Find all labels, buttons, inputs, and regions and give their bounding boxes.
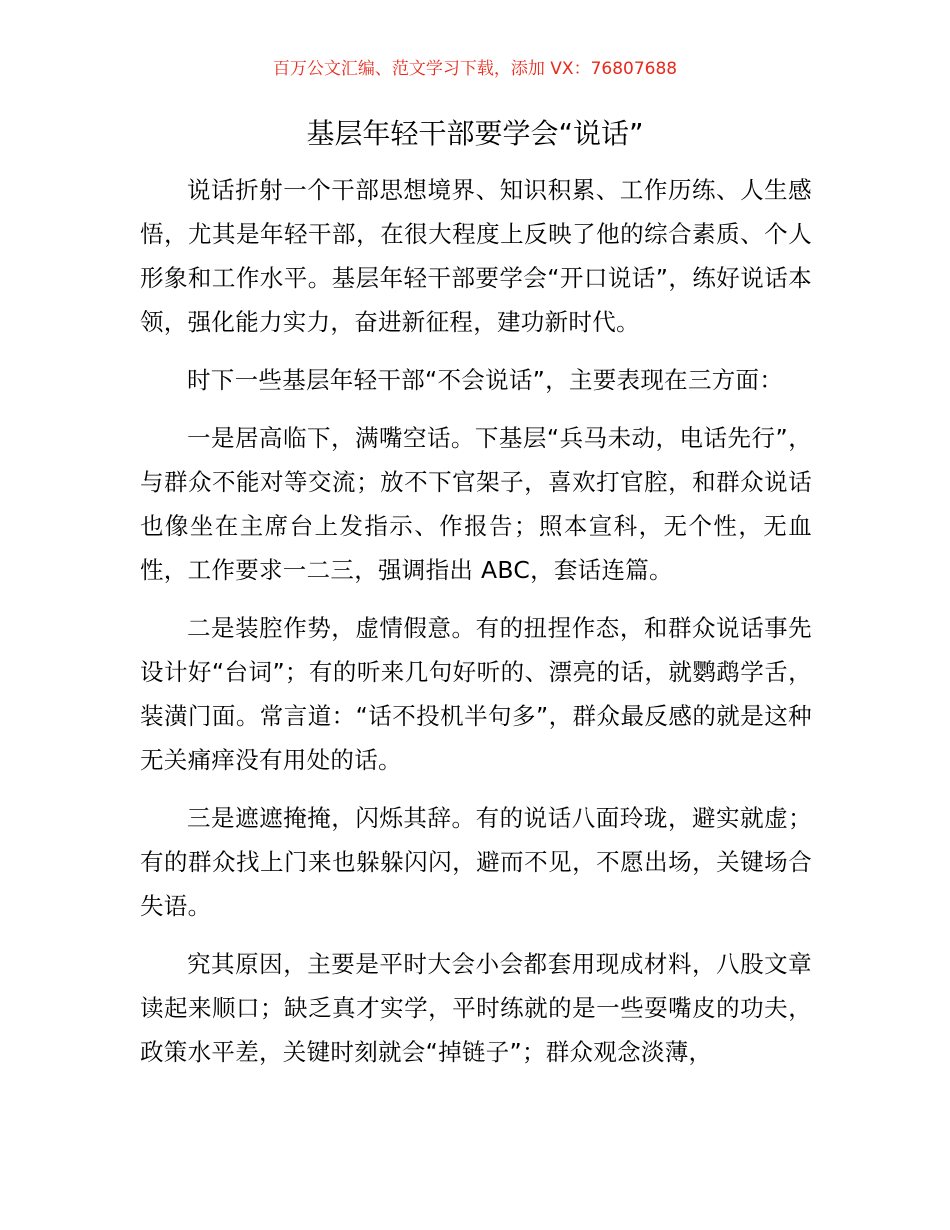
paragraph: 究其原因，主要是平时大会小会都套用现成材料，八股文章读起来顺口；缺乏真才实学，平时练就的是一些耍嘴皮的功夫，政策水平差，关键时刻就会“掉链子”；群众观念淡薄， <box>140 950 812 1066</box>
paragraph: 二是装腔作势，虚情假意。有的扭捏作态，和群众说话事先设计好“台词”；有的听来几句好听的、漂亮的话，就鹦鹉学舌，装潢门面。常言道：“话不投机半句多”，群众最反感的就是这种无关痛痒没有用处的话。 <box>140 614 812 774</box>
paragraph: 说话折射一个干部思想境界、知识积累、工作历练、人生感悟，尤其是年轻干部，在很大程度上反映了他的综合素质、个人形象和工作水平。基层年轻干部要学会“开口说话”，练好说话本领，强化能力实力，奋进新征程，建功新时代。 <box>140 176 812 336</box>
document-body <box>140 168 812 1088</box>
header-note: 百万公文汇编、范文学习下载，添加 VX：76807688 <box>272 59 678 79</box>
page-title: 基层年轻干部要学会“说话” <box>306 117 644 150</box>
paragraph: 时下一些基层年轻干部“不会说话”，主要表现在三方面： <box>187 366 784 394</box>
paragraph: 三是遮遮掩掩，闪烁其辞。有的说话八面玲珑，避实就虚；有的群众找上门来也躲躲闪闪，避而不见，不愿出场，关键场合失语。 <box>140 804 812 920</box>
paragraph: 一是居高临下，满嘴空话。下基层“兵马未动，电话先行”，与群众不能对等交流；放不下官架子，喜欢打官腔，和群众说话也像坐在主席台上发指示、作报告；照本宣科，无个性，无血性，工作要求一二三，强调指出 ABC，套话连篇。 <box>140 424 812 584</box>
